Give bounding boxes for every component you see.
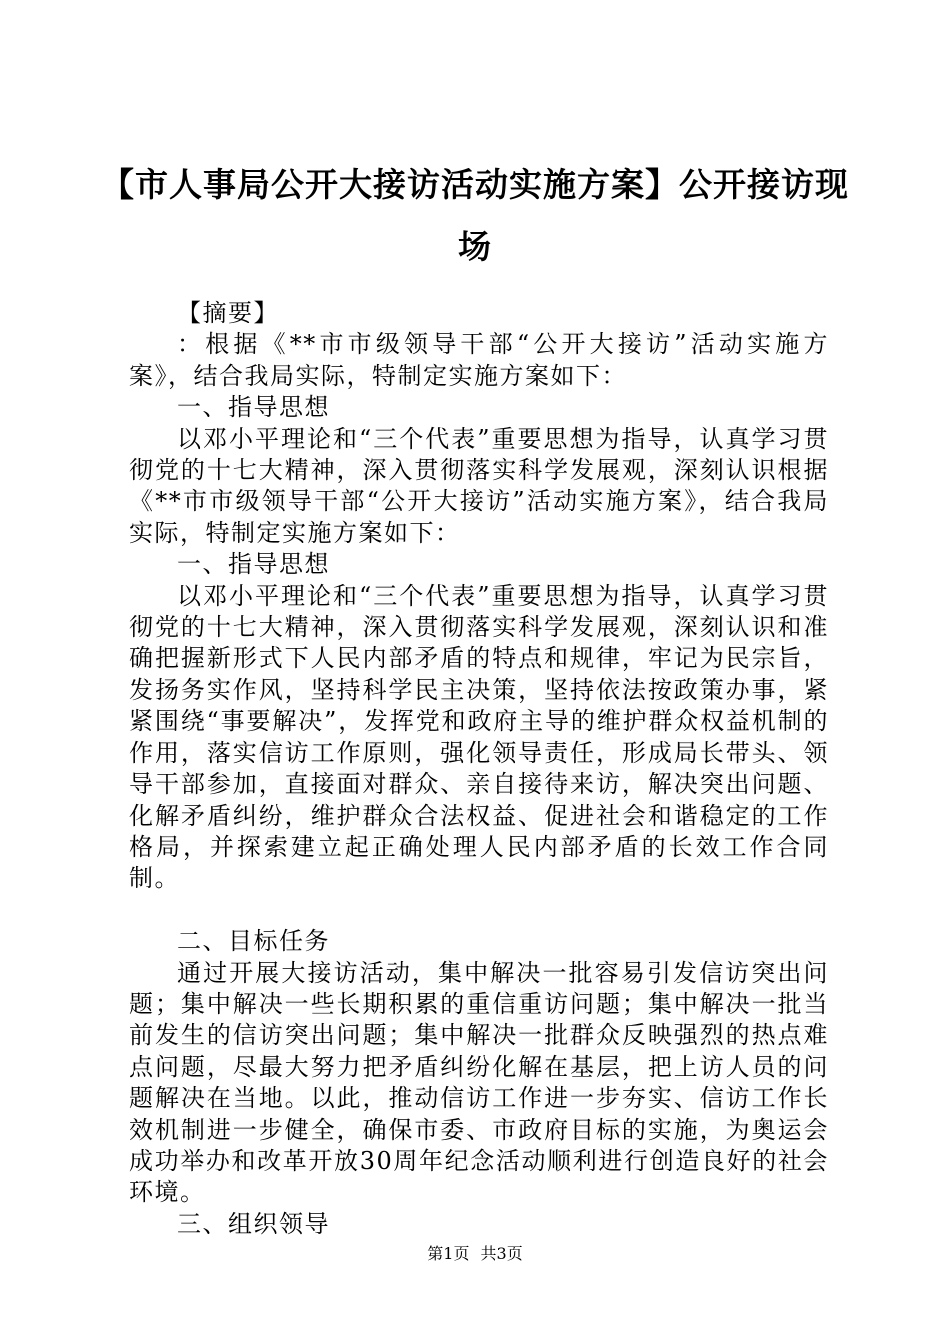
abstract-paragraph: ：根据《**市市级领导干部“公开大接访”活动实施方案》，结合我局实际，特制定实施方案如下：	[129, 330, 829, 390]
page-footer	[0, 1244, 950, 1264]
goals-paragraph: 通过开展大接访活动，集中解决一批容易引发信访突出问题；集中解决一些长期积累的重信重访问题；集中解决一批当前发生的信访突出问题；集中解决一批群众反映强烈的热点难点问题，尽最大努力把矛盾纠纷化解在基层，把上访人员的问题解决在当地。以此，推动信访工作进一步夯实、信访工作长效机制进一步健全，确保市委、市政府目标的实施，为奥运会成功举办和改革开放30周年纪念活动顺利进行创造良好的社会环境。	[129, 958, 829, 1207]
section-heading-organization: 三、组织领导	[177, 1209, 330, 1238]
guiding-thought-paragraph: 以邓小平理论和“三个代表”重要思想为指导，认真学习贯彻党的十七大精神，深入贯彻落实科学发展观，深刻认识根据《**市市级领导干部“公开大接访”活动实施方案》，结合我局实际，特制定实施方案如下：	[129, 424, 829, 547]
section-heading-guiding-thought: 一、指导思想	[177, 393, 330, 422]
paragraph-gap	[129, 895, 829, 926]
abstract-heading: 【摘要】	[177, 299, 279, 327]
guiding-thought-paragraph-full: 以邓小平理论和“三个代表”重要思想为指导，认真学习贯彻党的十七大精神，深入贯彻落实科学发展观，深刻认识和准确把握新形式下人民内部矛盾的特点和规律，牢记为民宗旨，发扬务实作风，坚持科学民主决策，坚持依法按政策办事，紧紧围绕“事要解决”，发挥党和政府主导的维护群众权益机制的作用，落实信访工作原则，强化领导责任，形成局长带头、领导干部参加，直接面对群众、亲自接待来访，解决突出问题、化解矛盾纠纷，维护群众合法权益、促进社会和谐稳定的工作格局，并探索建立起正确处理人民内部矛盾的长效工作合同制。	[129, 581, 829, 893]
section-heading-guiding-thought-repeat: 一、指导思想	[177, 550, 330, 579]
page-number: 第1页	[427, 1244, 470, 1263]
total-pages: 共3页	[480, 1244, 523, 1263]
document-body	[129, 298, 829, 1240]
section-heading-goals: 二、目标任务	[177, 927, 330, 956]
document-title: 【市人事局公开大接访活动实施方案】公开接访现场	[101, 165, 849, 266]
